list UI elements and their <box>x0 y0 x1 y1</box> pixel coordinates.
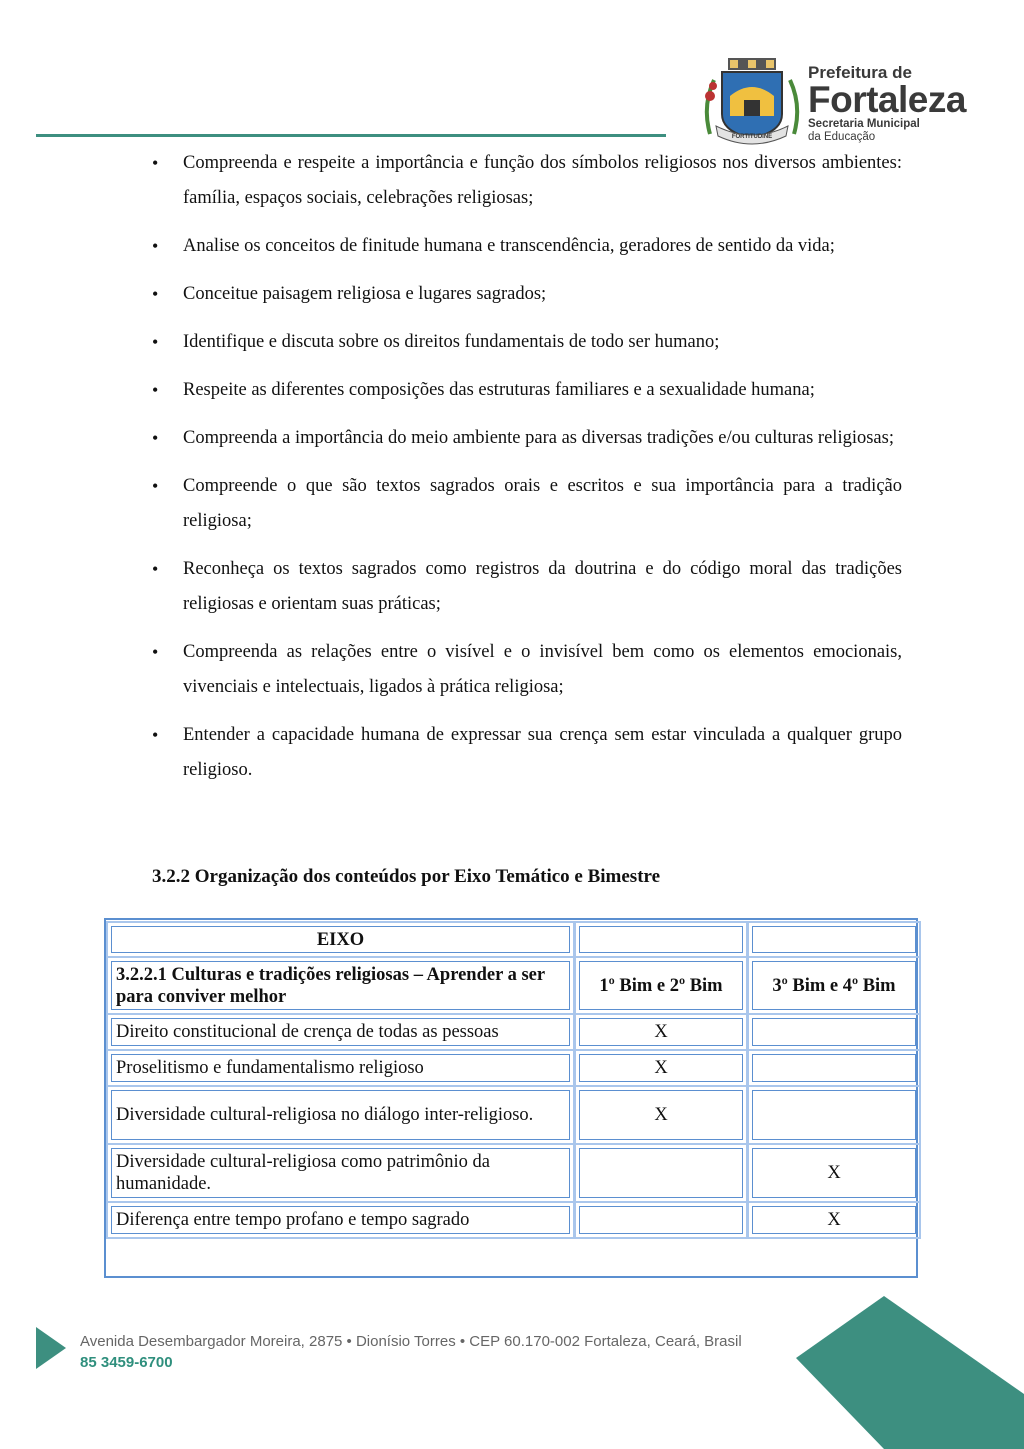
list-item <box>150 469 902 539</box>
footer-phone: 85 3459-6700 <box>80 1354 173 1371</box>
table-row-bim12 <box>579 1148 743 1198</box>
list-item-text: Compreenda as relações entre o visível e o invisível bem como os elementos emocionais, vivenciais e intelectuais, ligados à prática religiosa; <box>183 642 902 697</box>
list-item <box>150 421 902 456</box>
table-subheader-bim12: 1º Bim e 2º Bim <box>579 961 743 1010</box>
bullet-icon: • <box>152 236 159 256</box>
footer-decoration-icon <box>796 1296 1024 1449</box>
table-subheader-bim34: 3º Bim e 4º Bim <box>752 961 916 1010</box>
table-row-bim34 <box>752 1054 916 1082</box>
table-row-bim34: X <box>752 1206 916 1234</box>
bullet-icon: • <box>152 380 159 400</box>
list-item <box>150 146 902 216</box>
table-row-bim34 <box>752 1018 916 1046</box>
table-row-content: Direito constitucional de crença de todas as pessoas <box>111 1018 570 1046</box>
table-row-bim12 <box>579 1206 743 1234</box>
list-item <box>150 718 902 788</box>
list-item <box>150 229 902 264</box>
list-item <box>150 325 902 360</box>
list-item <box>150 373 902 408</box>
content-table <box>104 918 918 1278</box>
logo-city-text: Fortaleza <box>808 79 966 120</box>
table-subheader-title: 3.2.2.1 Culturas e tradições religiosas – Aprender a ser para conviver melhor <box>111 961 570 1010</box>
list-item <box>150 635 902 705</box>
bullet-icon: • <box>152 476 159 496</box>
footer-address: Avenida Desembargador Moreira, 2875 • Dionísio Torres • CEP 60.170-002 Fortaleza, Ceará, Brasil <box>80 1333 742 1350</box>
list-item-text: Entender a capacidade humana de expressar sua crença sem estar vinculada a qualquer grupo religioso. <box>183 725 902 780</box>
bullet-icon: • <box>152 428 159 448</box>
logo-prefeitura-text: Prefeitura de <box>808 63 912 82</box>
table-row-content: Diversidade cultural-religiosa como patrimônio da humanidade. <box>111 1148 570 1198</box>
table-row-bim12: X <box>579 1018 743 1046</box>
list-item-text: Reconheça os textos sagrados como registros da doutrina e do código moral das tradições religiosas e orientam suas práticas; <box>183 559 902 614</box>
objectives-list <box>150 146 902 801</box>
table-row-content: Proselitismo e fundamentalismo religioso <box>111 1054 570 1082</box>
table-header-col2 <box>579 926 743 953</box>
list-item-text: Conceitue paisagem religiosa e lugares sagrados; <box>183 284 547 304</box>
list-item <box>150 552 902 622</box>
bullet-icon: • <box>152 725 159 745</box>
list-item-text: Respeite as diferentes composições das estruturas familiares e a sexualidade humana; <box>183 380 815 400</box>
section-title: 3.2.2 Organização dos conteúdos por Eixo Temático e Bimestre <box>152 866 661 887</box>
list-item-text: Compreenda a importância do meio ambiente para as diversas tradições e/ou culturas religiosas; <box>183 428 894 448</box>
table-header-col3 <box>752 926 916 953</box>
table-row-bim12: X <box>579 1054 743 1082</box>
list-item-text: Identifique e discuta sobre os direitos fundamentais de todo ser humano; <box>183 332 720 352</box>
list-item-text: Compreende o que são textos sagrados orais e escritos e sua importância para a tradição religiosa; <box>183 476 902 531</box>
bullet-icon: • <box>152 559 159 579</box>
footer-arrow-icon <box>36 1327 66 1369</box>
table-header-eixo: EIXO <box>111 926 570 953</box>
bullet-icon: • <box>152 284 159 304</box>
header-divider <box>36 134 666 137</box>
bullet-icon: • <box>152 153 159 173</box>
table-row-bim34: X <box>752 1148 916 1198</box>
table-row-content: Diversidade cultural-religiosa no diálogo inter-religioso. <box>111 1090 570 1140</box>
list-item-text: Analise os conceitos de finitude humana e transcendência, geradores de sentido da vida; <box>183 236 835 256</box>
table-row-bim34 <box>752 1090 916 1140</box>
bullet-icon: • <box>152 332 159 352</box>
prefeitura-logo <box>700 56 980 152</box>
logo-educacao-text: da Educação <box>808 131 876 143</box>
table-row-content: Diferença entre tempo profano e tempo sagrado <box>111 1206 570 1234</box>
logo-secretaria-text: Secretaria Municipal <box>808 118 920 130</box>
city-crest-icon <box>700 56 804 152</box>
table-row-bim12: X <box>579 1090 743 1140</box>
list-item-text: Compreenda e respeite a importância e função dos símbolos religiosos nos diversos ambientes: família, espaços sociais, celebrações religiosas; <box>183 153 902 208</box>
bullet-icon: • <box>152 642 159 662</box>
list-item <box>150 277 902 312</box>
crest-motto: FORTITUDINE <box>731 134 773 140</box>
